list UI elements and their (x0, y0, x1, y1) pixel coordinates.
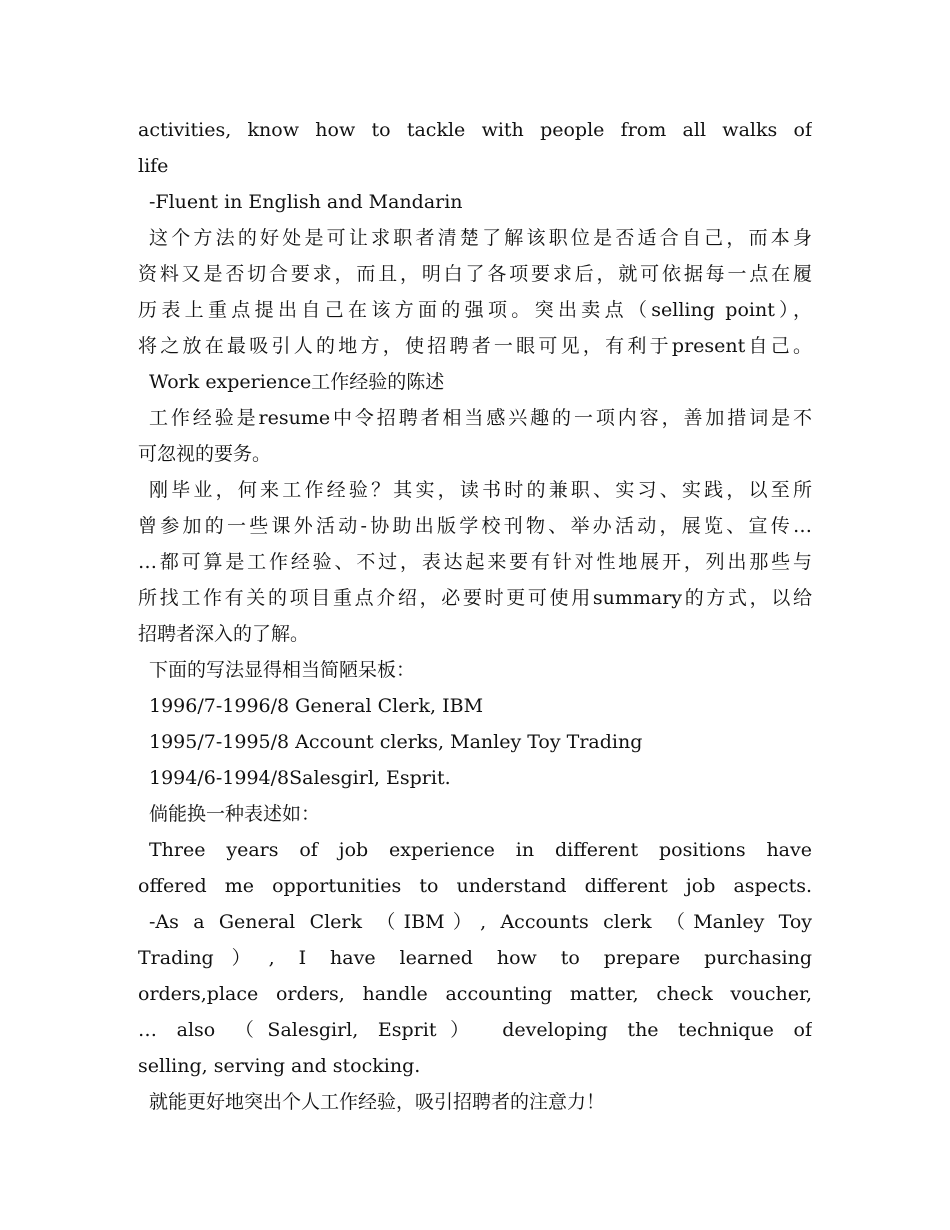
text-line: 可忽视的要务。 (138, 443, 272, 465)
text-line: -As a General Clerk （IBM）, Accounts clerk （Manley Toy (149, 911, 812, 933)
text-line: Trading）, I have learned how to prepare purchasing (138, 947, 812, 969)
text-line: 所找工作有关的项目重点介绍，必要时更可使用summary的方式，以给 (138, 587, 812, 609)
text-line: offered me opportunities to understand different job aspects. (138, 875, 812, 897)
text-line: 历表上重点提出自己在该方面的强项。突出卖点（selling point）， (138, 299, 812, 321)
text-line: 招聘者深入的了解。 (138, 623, 310, 645)
text-line: 倘能换一种表述如： (149, 803, 321, 825)
text-line: 资料又是否切合要求，而且，明白了各项要求后，就可依据每一点在履 (138, 263, 812, 285)
text-line: 就能更好地突出个人工作经验，吸引招聘者的注意力！ (149, 1091, 606, 1113)
text-line: -Fluent in English and Mandarin (149, 191, 463, 213)
text-line: 1996/7-1996/8 General Clerk, IBM (149, 695, 484, 717)
text-line: 这个方法的好处是可让求职者清楚了解该职位是否适合自己，而本身 (149, 227, 812, 249)
text-line: 工作经验是resume中令招聘者相当感兴趣的一项内容，善加措词是不 (149, 407, 812, 429)
text-line: selling, serving and stocking. (138, 1055, 421, 1077)
document-body (138, 112, 812, 1120)
text-line: 下面的写法显得相当简陋呆板： (149, 659, 416, 681)
text-line: 1994/6-1994/8Salesgirl, Esprit. (149, 767, 451, 789)
text-line: …都可算是工作经验、不过，表达起来要有针对性地展开，列出那些与 (138, 551, 812, 573)
text-line: life (138, 155, 169, 177)
section-heading: Work experience工作经验的陈述 (149, 371, 445, 393)
text-line: 将之放在最吸引人的地方，使招聘者一眼可见，有利于present自己。 (138, 335, 812, 357)
text-line: 1995/7-1995/8 Account clerks, Manley Toy Trading (149, 731, 643, 753)
text-line: 刚毕业，何来工作经验？其实，读书时的兼职、实习、实践，以至所 (149, 479, 812, 501)
text-line: Three years of job experience in different positions have (149, 839, 812, 861)
text-line: orders,place orders, handle accounting matter, check voucher, (138, 983, 812, 1005)
text-line: … also （Salesgirl, Esprit） developing the technique of (138, 1019, 812, 1041)
text-line: 曾参加的一些课外活动-协助出版学校刊物、举办活动，展览、宣传… (138, 515, 812, 537)
text-line: activities, know how to tackle with people from all walks of (138, 119, 812, 141)
